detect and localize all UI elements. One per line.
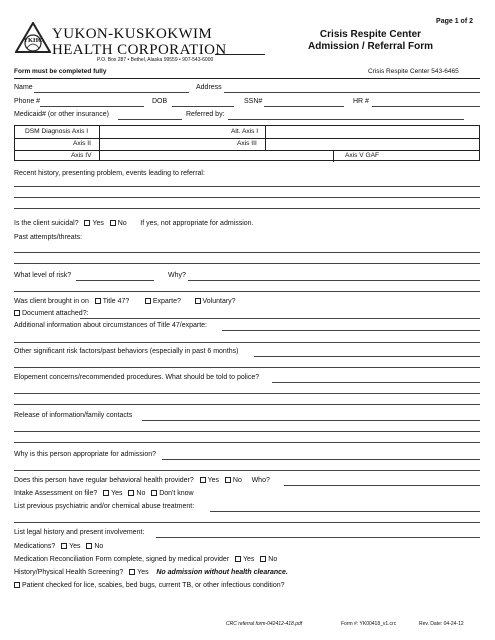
- elopement-field[interactable]: [272, 382, 480, 383]
- risk-line-2[interactable]: [14, 291, 480, 292]
- elopement-line-3[interactable]: [14, 404, 480, 405]
- ykhc-logo: [15, 22, 51, 58]
- no-admission-warning: No admission without health clearance.: [156, 569, 288, 576]
- suicidal-question: Is the client suicidal? Yes No If yes, not appropriate for admission.: [14, 220, 254, 227]
- why-appropriate-label: Why is this person appropriate for admission?: [14, 451, 157, 458]
- additional-info-line-2[interactable]: [14, 342, 480, 343]
- org-name-line2: HEALTH CORPORATION: [52, 42, 227, 58]
- release-line-2[interactable]: [14, 431, 480, 432]
- regular-provider-question: Does this person have regular behavioral health provider? Yes No Who?: [14, 477, 270, 484]
- lice-check-checkbox[interactable]: [14, 582, 20, 588]
- medications-question: Medications? Yes No: [14, 543, 104, 550]
- additional-info-label: Additional information about circumstances of Title 47/exparte:: [14, 322, 207, 329]
- exparte-checkbox[interactable]: [145, 298, 151, 304]
- risk-factors-field[interactable]: [254, 356, 480, 357]
- intake-no-checkbox[interactable]: [128, 490, 134, 496]
- past-attempts-label: Past attempts/threats:: [14, 234, 83, 241]
- logo-text: YKHC: [23, 37, 43, 44]
- name-field[interactable]: [34, 92, 189, 93]
- ssn-label: SSN#: [244, 98, 263, 105]
- doc-attached-field[interactable]: [80, 318, 480, 319]
- fill-note: Form must be completed fully: [14, 68, 107, 75]
- phone-field[interactable]: [40, 106, 144, 107]
- elopement-label: Elopement concerns/recommended procedures. What should be told to police?: [14, 374, 260, 381]
- referred-by-label: Referred by:: [186, 111, 225, 118]
- risk-level-label: What level of risk?: [14, 272, 72, 279]
- release-field[interactable]: [142, 420, 480, 421]
- physical-history-question: History/Physical Health Screening? Yes No admission without health clearance.: [14, 569, 288, 576]
- additional-info-field[interactable]: [222, 330, 480, 331]
- dsm-axis4-label: Axis IV: [71, 152, 92, 159]
- footer-rev-date: Rev. Date: 04-24-12: [419, 621, 464, 627]
- legal-history-field[interactable]: [156, 537, 480, 538]
- dsm-axis1-label: DSM Diagnosis Axis I: [25, 128, 89, 135]
- legal-history-label: List legal history and present involvement:: [14, 529, 145, 536]
- hr-field[interactable]: [372, 106, 480, 107]
- risk-factors-label: Other significant risk factors/past behaviors (especially in past 6 months): [14, 348, 239, 355]
- physical-yes-checkbox[interactable]: [129, 569, 135, 575]
- past-attempts-line-2[interactable]: [14, 263, 480, 264]
- psych-history-line-2[interactable]: [14, 522, 480, 523]
- medications-yes-checkbox[interactable]: [61, 543, 67, 549]
- page-number: Page 1 of 2: [436, 18, 473, 25]
- risk-level-field[interactable]: [76, 280, 154, 281]
- voluntary-checkbox[interactable]: [195, 298, 201, 304]
- brought-in-question: Was client brought in on Title 47? Exparte? Voluntary?: [14, 298, 236, 305]
- address-field[interactable]: [224, 92, 480, 93]
- history-line-2[interactable]: [14, 197, 480, 198]
- medicaid-label: Medicaid# (or other insurance): [14, 111, 109, 118]
- footer-file: CRC referral form-042412-418.pdf: [226, 621, 303, 627]
- dsm-axis2-label: Axis II: [73, 140, 91, 147]
- dob-field[interactable]: [172, 106, 234, 107]
- intake-yes-checkbox[interactable]: [103, 490, 109, 496]
- address-label: Address: [196, 84, 222, 91]
- medications-no-checkbox[interactable]: [86, 543, 92, 549]
- elopement-line-2[interactable]: [14, 393, 480, 394]
- provider-yes-checkbox[interactable]: [200, 477, 206, 483]
- intake-dont-know-checkbox[interactable]: [151, 490, 157, 496]
- med-reconciliation-yes-checkbox[interactable]: [235, 556, 241, 562]
- provider-who-field[interactable]: [284, 485, 480, 486]
- why-appropriate-line-2[interactable]: [14, 470, 480, 471]
- name-label: Name: [14, 84, 33, 91]
- why-field[interactable]: [188, 280, 480, 281]
- suicidal-no-checkbox[interactable]: [110, 220, 116, 226]
- recent-history-label: Recent history, presenting problem, events leading to referral:: [14, 170, 205, 177]
- why-appropriate-field[interactable]: [162, 459, 480, 460]
- referred-by-field[interactable]: [228, 119, 464, 120]
- history-line-3[interactable]: [14, 208, 480, 209]
- why-label: Why?: [168, 272, 186, 279]
- suicidal-yes-checkbox[interactable]: [84, 220, 90, 226]
- dsm-alt-axis1-label: Alt. Axis I: [231, 128, 259, 135]
- release-line-3[interactable]: [14, 442, 480, 443]
- med-reconciliation-no-checkbox[interactable]: [260, 556, 266, 562]
- past-attempts-line-1[interactable]: [14, 252, 480, 253]
- phone-label: Phone #: [14, 98, 41, 105]
- psych-history-field[interactable]: [210, 511, 480, 512]
- release-label: Release of information/family contacts: [14, 412, 133, 419]
- org-name-line1: YUKON-KUSKOKWIM: [52, 26, 213, 42]
- lice-check-question: Patient checked for lice, scabies, bed bugs, current TB, or other infectious condition?: [14, 582, 285, 590]
- dsm-axis5-label: Axis V GAF: [345, 152, 380, 159]
- ssn-field[interactable]: [264, 106, 344, 107]
- footer-form-number: Form #: YK00418_v1.crc: [341, 621, 397, 627]
- risk-factors-line-2[interactable]: [14, 367, 480, 368]
- history-line-1[interactable]: [14, 186, 480, 187]
- form-title-1: Crisis Respite Center: [319, 29, 422, 40]
- center-phone: Crisis Respite Center 543-6465: [368, 68, 459, 75]
- provider-no-checkbox[interactable]: [225, 477, 231, 483]
- dsm-diagnosis-table: [14, 125, 480, 161]
- org-address: P.O. Box 287 • Bethel, Alaska 99559 • 907-543-6000: [97, 57, 214, 63]
- dob-label: DOB: [152, 98, 168, 105]
- psych-history-label: List previous psychiatric and/or chemical abuse treatment:: [14, 503, 195, 510]
- doc-attached-checkbox[interactable]: [14, 310, 20, 316]
- doc-attached-question: Document attached?:: [14, 310, 89, 318]
- hr-label: HR #: [353, 98, 369, 105]
- med-reconciliation-question: Medication Reconciliation Form complete, signed by medical provider Yes No: [14, 556, 278, 563]
- intake-question: Intake Assessment on file? Yes No Don't know: [14, 490, 194, 497]
- medicaid-field[interactable]: [118, 119, 182, 120]
- dsm-axis3-label: Axis III: [237, 140, 257, 147]
- title47-checkbox[interactable]: [95, 298, 101, 304]
- form-title-2: Admission / Referral Form: [307, 41, 434, 52]
